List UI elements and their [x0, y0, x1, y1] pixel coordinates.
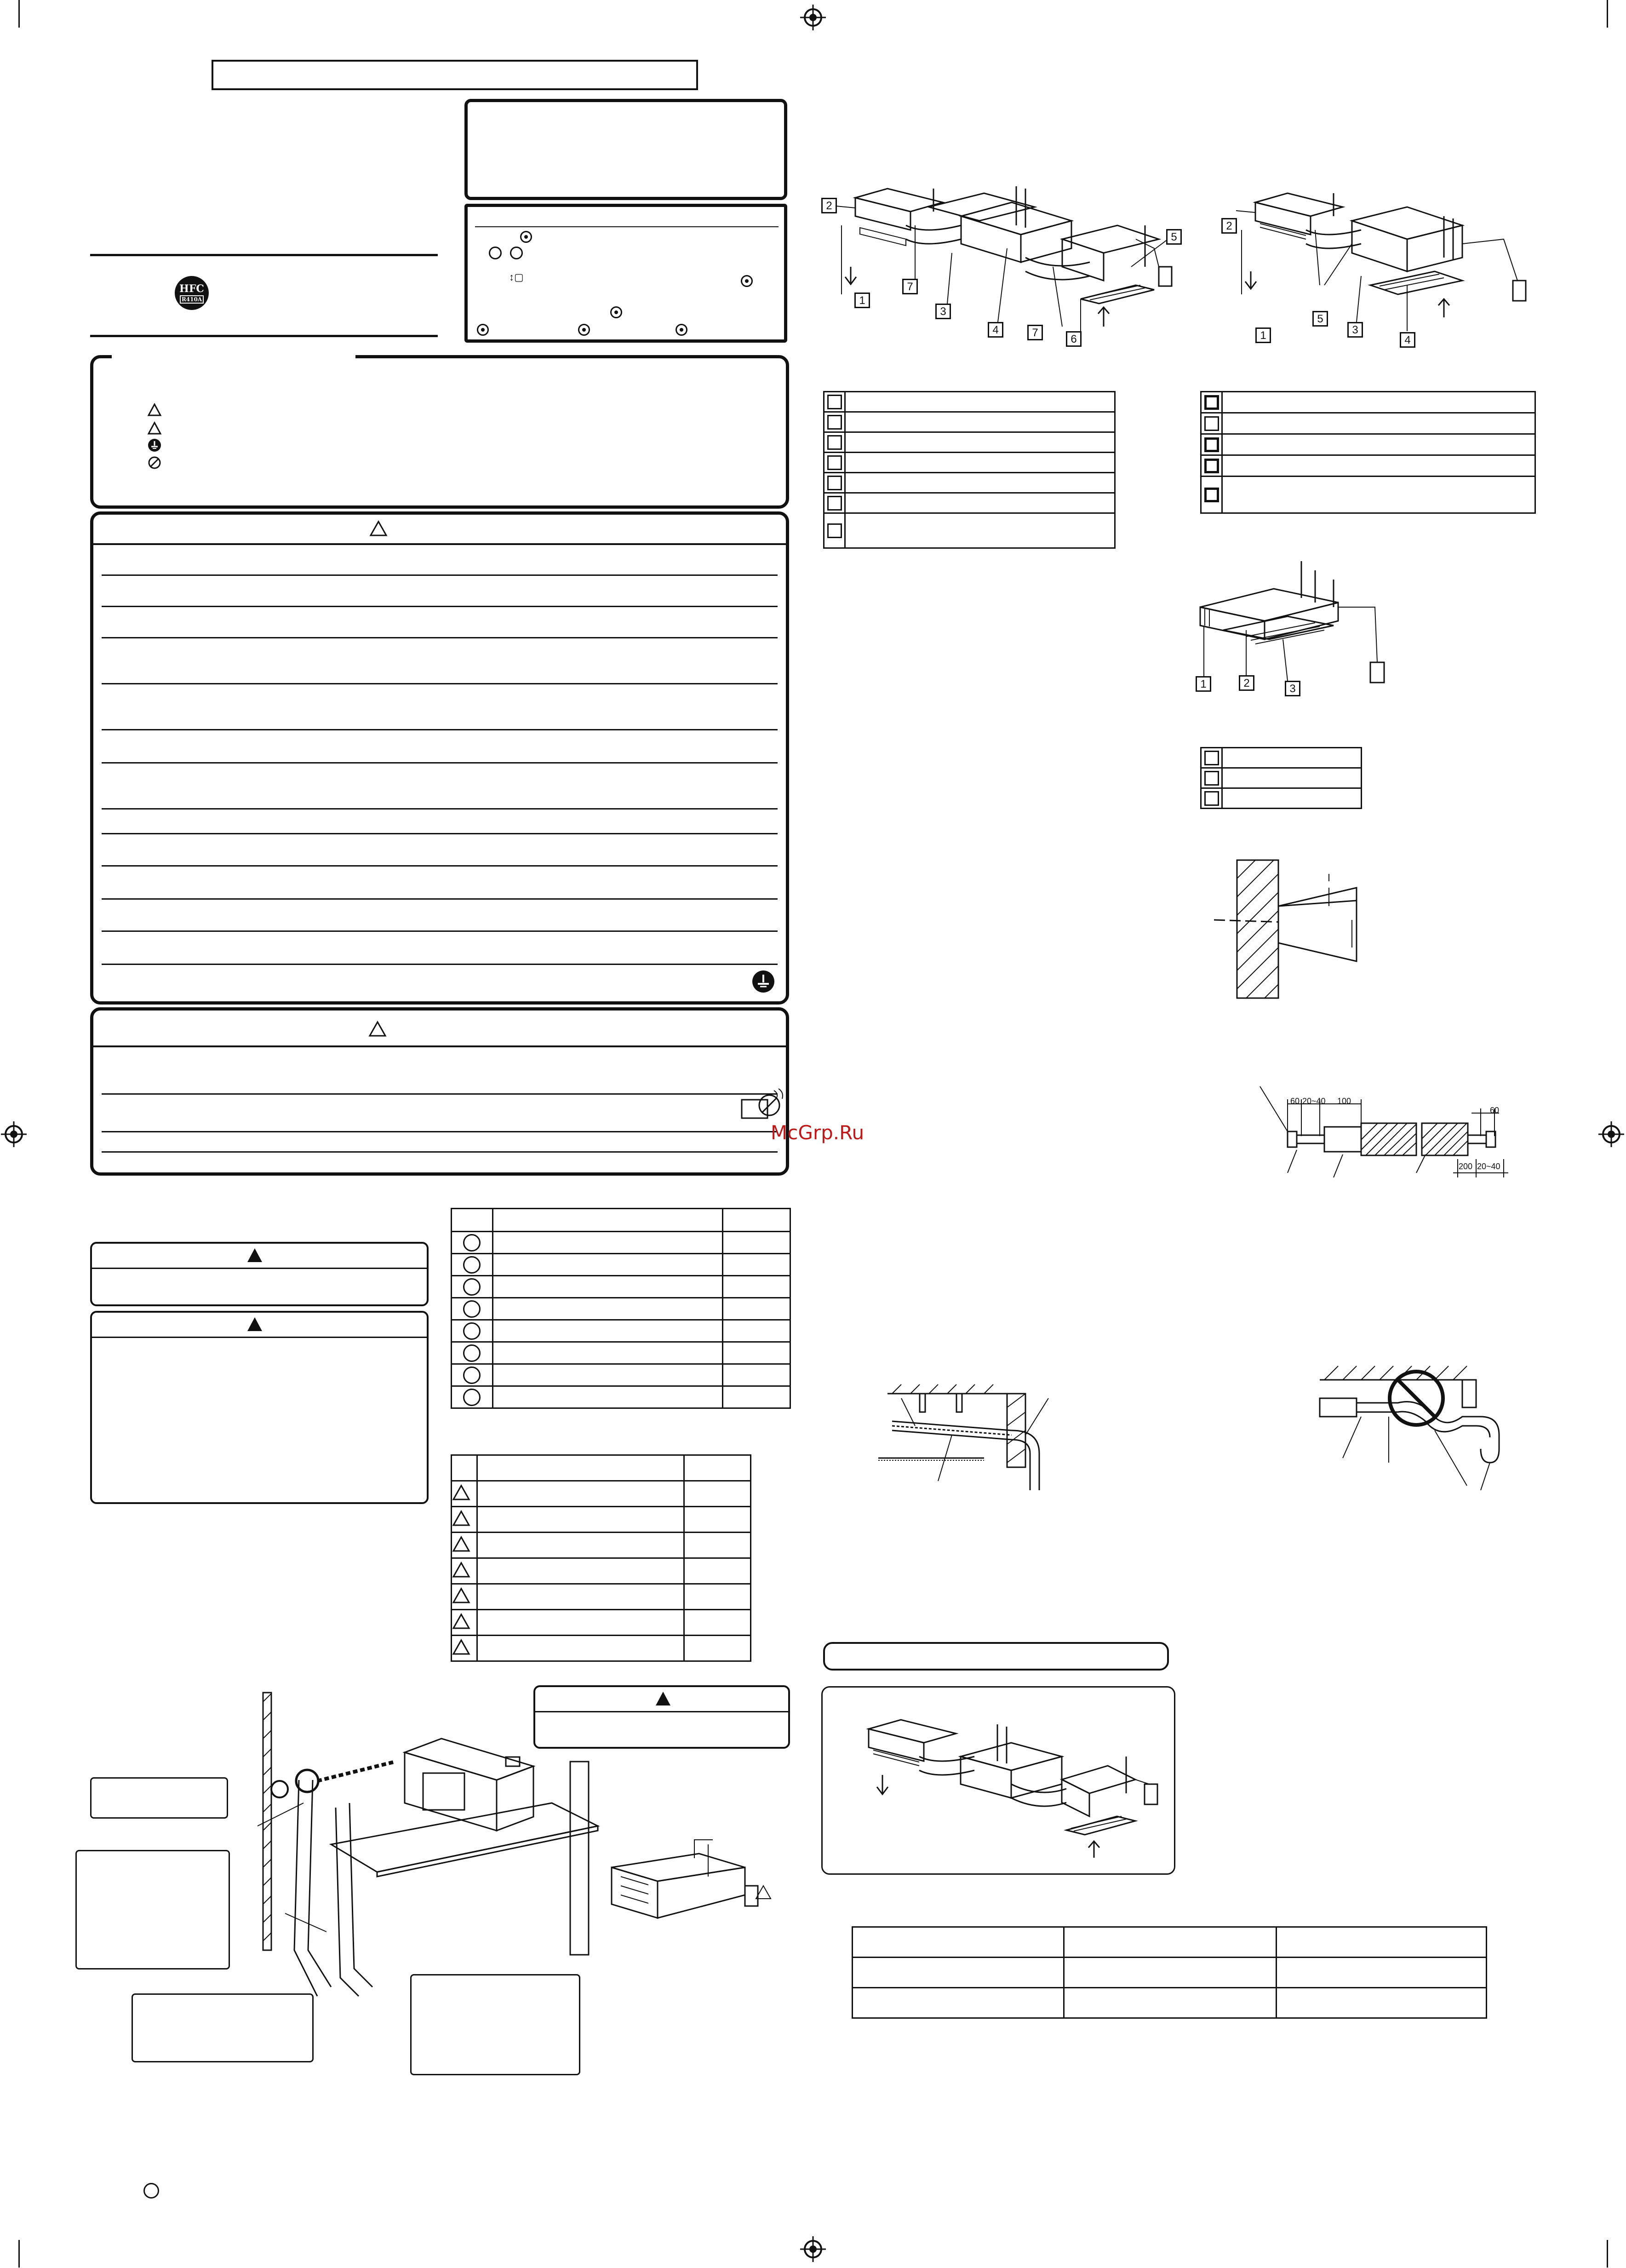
dim-20-40: 20~40	[1302, 1097, 1326, 1106]
callout-2: 2	[1221, 218, 1237, 234]
callout-3: 3	[935, 304, 951, 319]
callout-box	[75, 1850, 230, 1969]
callout-1: 1	[854, 293, 870, 308]
dim-60-right: 60	[1490, 1106, 1500, 1115]
crop-mark	[1607, 2240, 1608, 2268]
callout-3: 3	[1347, 322, 1363, 338]
callout-5: 5	[1312, 311, 1328, 327]
callout-7: 7	[902, 279, 918, 294]
system-example-box	[821, 1686, 1175, 1875]
pipe-slope-diagram	[1196, 860, 1380, 998]
intro-rule-top	[90, 254, 438, 256]
symbols-box	[90, 355, 789, 509]
hfc-label: HFC	[179, 283, 204, 295]
prohibited-symbol-icon	[148, 456, 161, 470]
warning-note-box	[90, 1242, 429, 1306]
legend-box: ↕▢	[464, 204, 787, 343]
callout-5: 5	[1166, 229, 1182, 245]
dim-200: 200	[1459, 1162, 1473, 1171]
page-number-circle	[143, 2183, 159, 2199]
intro-rule-bottom	[90, 335, 438, 337]
legend-table-c	[1200, 747, 1362, 809]
registration-mark-right	[1598, 1121, 1624, 1147]
ducted-system-diagram-b	[1223, 179, 1545, 354]
dim-20-40-right: 20~40	[1477, 1162, 1500, 1171]
warning-triangle-icon	[656, 1692, 670, 1705]
watermark-text: McGrp.Ru	[771, 1121, 865, 1144]
ground-symbol-icon	[148, 438, 161, 452]
refrigerant-label: R410A	[180, 295, 204, 304]
warning-note-box	[533, 1685, 790, 1749]
callout-7b: 7	[1027, 325, 1043, 340]
specification-table	[852, 1926, 1487, 2019]
callout-2: 2	[821, 198, 837, 213]
warning-triangle-icon	[247, 1248, 262, 1262]
callout-1: 1	[1196, 676, 1211, 692]
caution-symbol-icon	[148, 422, 161, 435]
warning-triangle-icon	[247, 1317, 262, 1331]
cassette-unit-diagram	[1196, 561, 1398, 699]
warning-triangle-icon	[369, 520, 388, 537]
crop-mark	[1607, 0, 1608, 28]
caution-box	[90, 1007, 789, 1176]
crop-mark	[18, 0, 20, 28]
registration-mark-bottom	[800, 2236, 826, 2262]
drain-through-wall-diagram	[874, 1380, 1067, 1490]
accessory-parts-table	[451, 1208, 791, 1409]
system-example-diagram	[850, 1706, 1163, 1862]
section-heading-pill	[823, 1642, 1169, 1671]
callout-4: 4	[988, 322, 1003, 338]
notice-box	[464, 99, 787, 200]
hfc-badge	[175, 276, 209, 310]
caution-triangle-icon	[368, 1021, 387, 1037]
optional-parts-table	[451, 1454, 751, 1662]
callout-box	[90, 1777, 228, 1819]
no-touch-icon	[737, 1087, 788, 1124]
dim-60: 60	[1290, 1097, 1300, 1106]
registration-mark-left	[1, 1121, 27, 1147]
callout-2: 2	[1239, 675, 1254, 691]
caution-symbol-icon	[148, 403, 161, 416]
title-box	[212, 60, 698, 90]
drain-prohibited-diagram	[1315, 1357, 1508, 1504]
callout-4: 4	[1400, 332, 1415, 348]
ground-symbol-icon	[752, 970, 775, 993]
callout-3: 3	[1285, 681, 1300, 696]
crop-mark	[18, 2240, 20, 2268]
warning-box	[90, 511, 789, 1005]
callout-6: 6	[1066, 331, 1082, 347]
callout-1: 1	[1255, 327, 1271, 343]
registration-mark-top	[800, 5, 826, 30]
legend-table-a	[823, 391, 1116, 549]
dim-100: 100	[1337, 1097, 1351, 1106]
legend-table-b	[1200, 391, 1536, 514]
warning-note-box-large	[90, 1311, 429, 1504]
